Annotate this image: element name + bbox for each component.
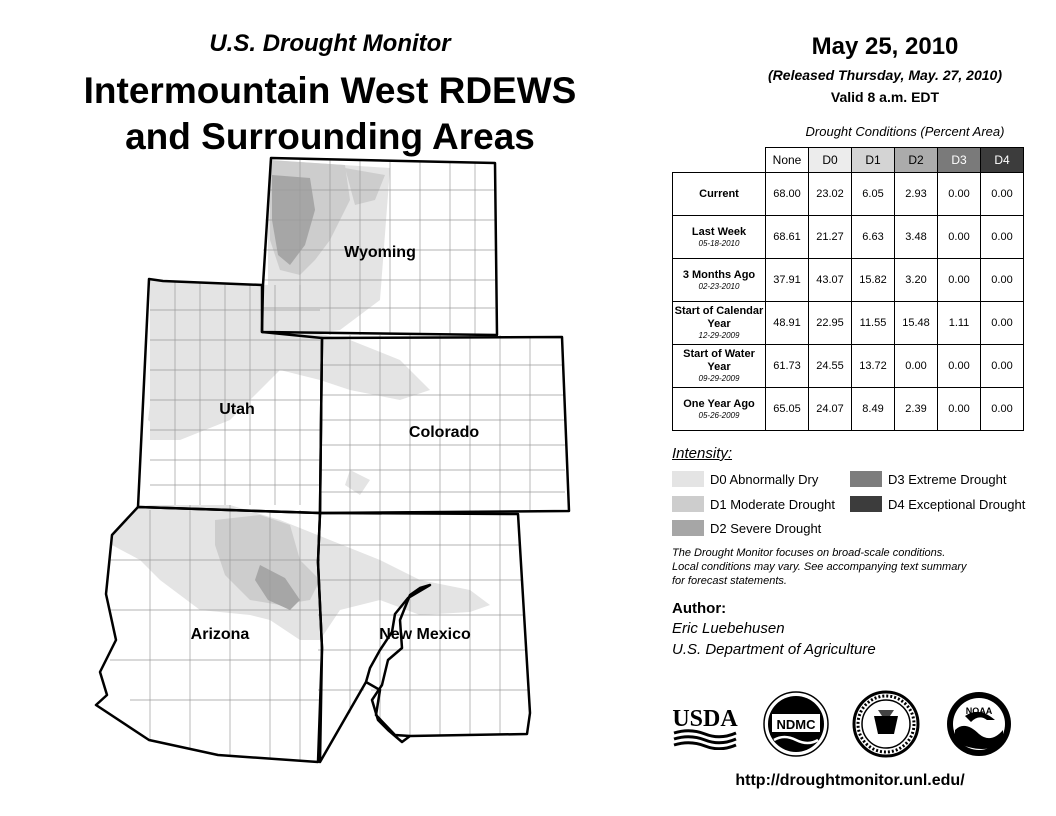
table-cell: 0.00	[938, 388, 981, 431]
table-cell: 11.55	[852, 302, 895, 345]
state-label-arizona: Arizona	[190, 626, 250, 643]
table-cell: 2.93	[895, 173, 938, 216]
table-cell: 3.48	[895, 216, 938, 259]
row-label	[673, 216, 766, 259]
header-d1: D1	[852, 148, 895, 173]
row-label-text: Start of Water Year	[683, 348, 755, 373]
legend-item-d2	[672, 520, 821, 536]
table-cell: 13.72	[852, 345, 895, 388]
row-label	[673, 345, 766, 388]
legend-swatch-d1	[672, 496, 704, 512]
row-label	[673, 302, 766, 345]
legend-swatch-d0	[672, 471, 704, 487]
table-cell: 0.00	[981, 173, 1024, 216]
noaa-logo	[945, 690, 1013, 758]
table-cell: 6.05	[852, 173, 895, 216]
table-cell: 43.07	[809, 259, 852, 302]
noaa-logo-text: NOAA	[965, 706, 993, 716]
row-label-text: 3 Months Ago	[682, 268, 756, 281]
table-cell: 68.00	[766, 173, 809, 216]
table-row	[673, 259, 1024, 302]
row-label-text: Last Week	[691, 225, 747, 238]
table-row	[673, 345, 1024, 388]
table-body	[673, 173, 1024, 431]
table-cell: 2.39	[895, 388, 938, 431]
row-label-text: Start of Calendar Year	[674, 305, 764, 330]
table-cell: 6.63	[852, 216, 895, 259]
title-line-2: Intermountain West RDEWS	[83, 70, 577, 111]
usda-logo-text: USDA	[672, 706, 738, 732]
legend-label-d4: D4 Exceptional Drought	[888, 496, 1026, 512]
table-corner	[673, 148, 766, 173]
drought-conditions-table	[672, 147, 1024, 431]
table-cell: 0.00	[981, 388, 1024, 431]
table-cell: 24.07	[809, 388, 852, 431]
table-cell: 65.05	[766, 388, 809, 431]
header-d4: D4	[981, 148, 1024, 173]
d0-area-colorado	[345, 470, 370, 495]
header-d3: D3	[938, 148, 981, 173]
row-date: 02-23-2010	[698, 281, 740, 291]
row-date: 05-26-2009	[698, 410, 740, 420]
table-row	[673, 388, 1024, 431]
legend-label-d2: D2 Severe Drought	[710, 520, 822, 536]
intensity-title: Intensity:	[672, 445, 733, 462]
table-row	[673, 216, 1024, 259]
state-label-new-mexico: New Mexico	[379, 626, 471, 643]
row-label	[673, 259, 766, 302]
table-cell: 0.00	[938, 216, 981, 259]
table-cell: 15.82	[852, 259, 895, 302]
row-label-text: Current	[699, 187, 739, 200]
legend-item-d3	[850, 471, 1007, 487]
state-label-colorado: Colorado	[408, 424, 480, 441]
row-date: 12-29-2009	[698, 331, 740, 340]
table-cell: 0.00	[981, 216, 1024, 259]
map-subtitle: U.S. Drought Monitor	[209, 30, 451, 57]
note-line-1: The Drought Monitor focuses on broad-scale conditions.	[672, 547, 946, 559]
table-row	[673, 173, 1024, 216]
valid-time: Valid 8 a.m. EDT	[830, 89, 940, 105]
table-cell: 8.49	[852, 388, 895, 431]
table-cell: 68.61	[766, 216, 809, 259]
table-cell: 48.91	[766, 302, 809, 345]
table-cell: 15.48	[895, 302, 938, 345]
disclaimer-note	[672, 546, 1032, 588]
table-cell: 0.00	[981, 345, 1024, 388]
released-date: (Released Thursday, May. 27, 2010)	[768, 67, 1002, 83]
legend-swatch-d4	[850, 496, 882, 512]
table-cell: 61.73	[766, 345, 809, 388]
state-label-utah: Utah	[219, 401, 255, 418]
note-line-3: for forecast statements.	[672, 575, 787, 587]
legend-item-d4	[850, 496, 1025, 512]
usda-logo	[670, 700, 740, 750]
conditions-table-title: Drought Conditions (Percent Area)	[805, 124, 1005, 139]
commerce-seal-logo	[852, 690, 920, 758]
map-title	[20, 68, 640, 160]
table-cell: 23.02	[809, 173, 852, 216]
website-link[interactable]: http://droughtmonitor.unl.edu/	[735, 772, 965, 789]
row-label	[673, 173, 766, 216]
title-line-3: and Surrounding Areas	[125, 116, 535, 157]
table-row	[673, 302, 1024, 345]
table-cell: 0.00	[938, 345, 981, 388]
table-cell: 1.11	[938, 302, 981, 345]
map-date: May 25, 2010	[811, 33, 959, 60]
legend-swatch-d2	[672, 520, 704, 536]
author-label: Author:	[672, 600, 727, 617]
header-d2: D2	[895, 148, 938, 173]
author-organization: U.S. Department of Agriculture	[672, 641, 876, 658]
table-cell: 0.00	[895, 345, 938, 388]
header-d0: D0	[809, 148, 852, 173]
legend-item-d0	[672, 471, 818, 487]
state-label-wyoming: Wyoming	[344, 244, 416, 261]
row-label-text: One Year Ago	[683, 397, 755, 410]
drought-map	[0, 150, 660, 770]
table-header-row	[673, 148, 1024, 173]
table-cell: 37.91	[766, 259, 809, 302]
legend-label-d1: D1 Moderate Drought	[710, 496, 836, 512]
table-cell: 21.27	[809, 216, 852, 259]
legend-swatch-d3	[850, 471, 882, 487]
row-date: 09-29-2009	[698, 374, 740, 383]
row-label	[673, 388, 766, 431]
author-name: Eric Luebehusen	[672, 620, 785, 637]
table-cell: 3.20	[895, 259, 938, 302]
note-line-2: Local conditions may vary. See accompanying text summary	[672, 561, 967, 573]
legend-item-d1	[672, 496, 835, 512]
header-none: None	[766, 148, 809, 173]
row-date: 05-18-2010	[698, 238, 740, 248]
ndmc-logo-text: NDMC	[776, 717, 816, 732]
ndmc-logo	[762, 690, 830, 758]
table-cell: 0.00	[981, 259, 1024, 302]
table-cell: 0.00	[981, 302, 1024, 345]
table-cell: 22.95	[809, 302, 852, 345]
legend-label-d0: D0 Abnormally Dry	[710, 471, 819, 487]
table-cell: 0.00	[938, 259, 981, 302]
table-cell: 0.00	[938, 173, 981, 216]
table-cell: 24.55	[809, 345, 852, 388]
legend-label-d3: D3 Extreme Drought	[888, 471, 1007, 487]
